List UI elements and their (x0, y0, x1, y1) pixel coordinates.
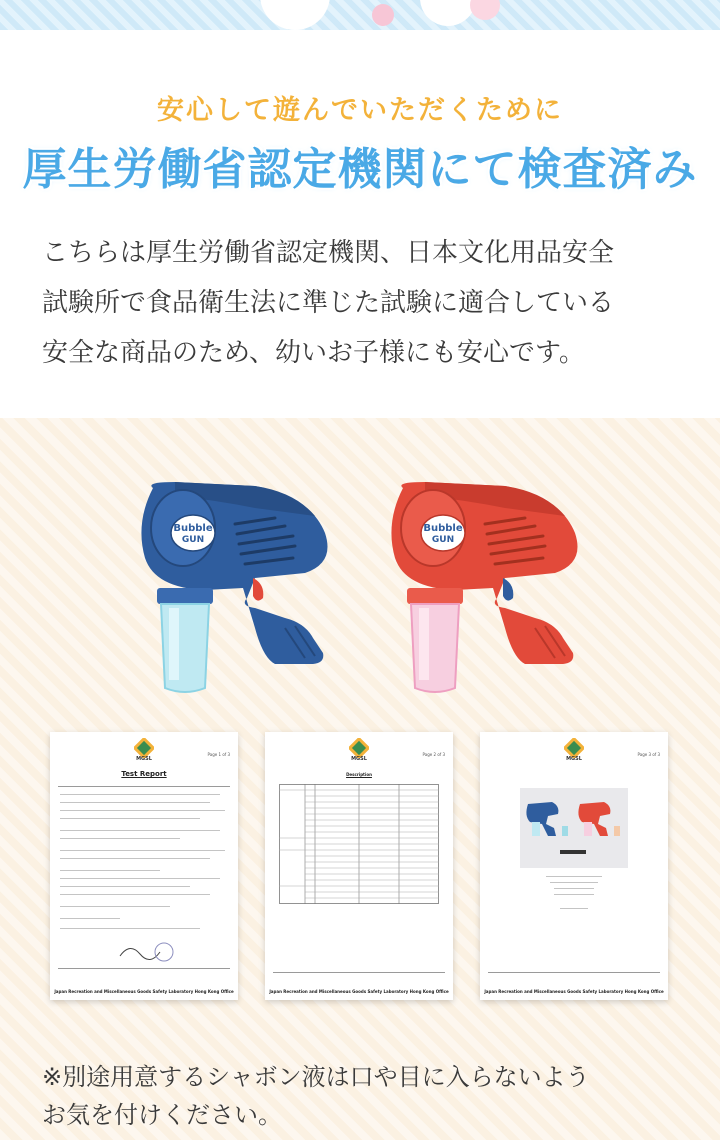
bubble-decoration (420, 0, 476, 26)
test-report-document-page-3 (480, 732, 668, 1000)
blue-bubble-gun-image (135, 478, 340, 698)
sample-photo (520, 788, 628, 868)
description-line: こちらは厚生労働省認定機関、日本文化用品安全 (42, 238, 615, 268)
bubble-decoration (372, 4, 394, 26)
caution-note-line: お気を付けください。 (42, 1101, 282, 1129)
page-number: Page 1 of 3 (207, 752, 230, 757)
red-bubble-gun-image (385, 478, 590, 698)
page-number: Page 3 of 3 (637, 752, 660, 757)
test-report-document-page-2 (265, 732, 453, 1000)
description-line: 安全な商品のため、幼いお子様にも安心です。 (42, 338, 585, 368)
mgsl-logo-text: MGSL (566, 756, 582, 762)
gun-label-text-top: Bubble (173, 523, 213, 534)
gun-label-text-bottom: GUN (431, 535, 455, 545)
description-text (42, 228, 682, 378)
document-footer: Japan Recreation and Miscellaneous Goods Safety Laboratory Hong Kong Office (269, 989, 449, 994)
description-table (279, 784, 439, 904)
gun-label-text-top: Bubble (423, 523, 463, 534)
signature-stamp-icon (116, 940, 176, 964)
section-title: 厚生労働省認定機関にて検査済み (22, 144, 698, 195)
description-line: 試験所で食品衛生法に準じた試験に適合している (42, 288, 615, 318)
mgsl-logo-icon (564, 738, 584, 758)
caution-note (42, 1058, 692, 1134)
gun-label-text-bottom: GUN (181, 535, 205, 545)
mgsl-logo-text: MGSL (351, 756, 367, 762)
bubble-decoration (260, 0, 330, 30)
document-title: Test Report (121, 770, 167, 778)
mgsl-logo-text: MGSL (136, 756, 152, 762)
test-report-document-page-1 (50, 732, 238, 1000)
mgsl-logo-icon (349, 738, 369, 758)
document-title: Description (346, 772, 372, 777)
mgsl-logo-icon (134, 738, 154, 758)
bubble-decoration (470, 0, 500, 20)
caution-note-line: ※別途用意するシャボン液は口や目に入らないよう (42, 1063, 590, 1091)
section-subtitle: 安心して遊んでいただくために (157, 95, 563, 126)
document-footer: Japan Recreation and Miscellaneous Goods Safety Laboratory Hong Kong Office (54, 989, 234, 994)
page-number: Page 2 of 3 (422, 752, 445, 757)
document-footer: Japan Recreation and Miscellaneous Goods Safety Laboratory Hong Kong Office (484, 989, 664, 994)
top-decorative-strip (0, 0, 720, 30)
